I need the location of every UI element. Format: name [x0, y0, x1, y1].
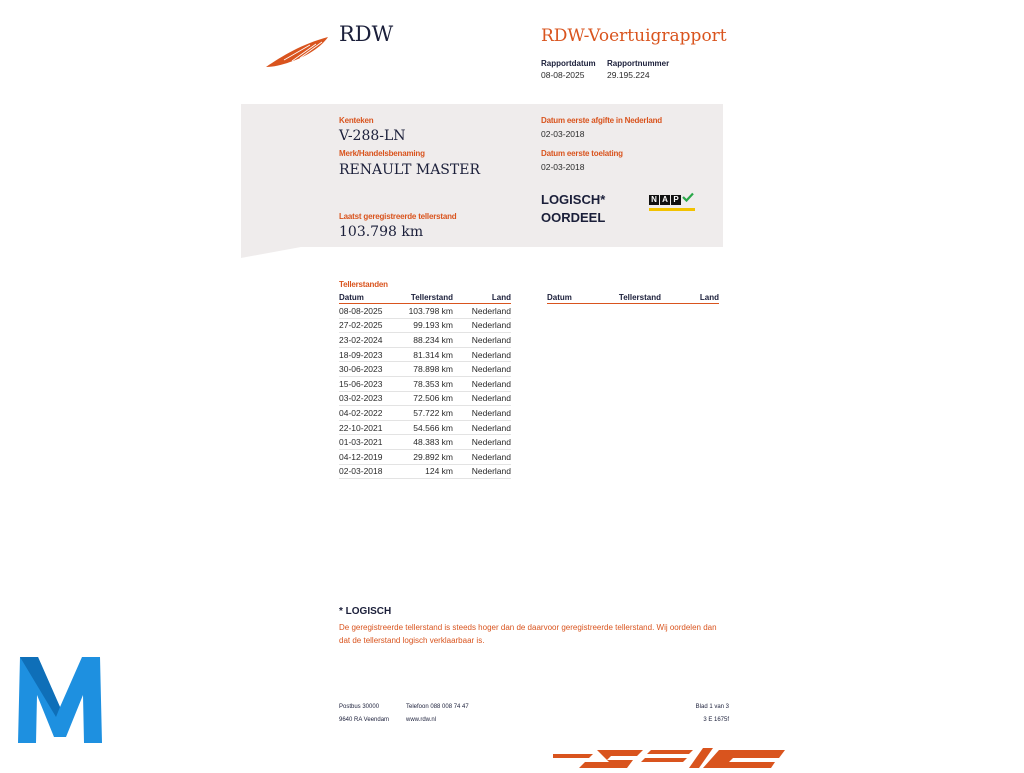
cell-country: Nederland: [453, 464, 511, 479]
org-name: RDW: [339, 22, 394, 46]
cell-country: Nederland: [453, 376, 511, 391]
verdict-line-2: OORDEEL: [541, 210, 606, 225]
plate-label: Kenteken: [339, 116, 374, 125]
rdw-feather-logo: [264, 34, 330, 70]
first-admission-date: 02-03-2018: [541, 162, 585, 172]
cell-country: Nederland: [453, 435, 511, 450]
cell-date: 04-12-2019: [339, 449, 397, 464]
cell-odometer: 72.506 km: [397, 391, 453, 406]
table-row: [339, 420, 511, 435]
table-row: [339, 406, 511, 421]
nap-logo: [649, 189, 697, 209]
report-date-label: Rapportdatum: [541, 59, 596, 68]
col-header-odometer: Tellerstand: [605, 292, 661, 304]
col-header-date: Datum: [339, 292, 397, 304]
table-row: [339, 362, 511, 377]
nap-underline: [649, 208, 695, 211]
cell-date: 02-03-2018: [339, 464, 397, 479]
cell-country: Nederland: [453, 304, 511, 319]
cell-odometer: 57.722 km: [397, 406, 453, 421]
col-header-country: Land: [453, 292, 511, 304]
verdict-line-1: LOGISCH*: [541, 192, 606, 207]
m-logo: [16, 655, 104, 745]
cell-country: Nederland: [453, 420, 511, 435]
table-row: [339, 333, 511, 348]
report-number: 29.195.224: [607, 70, 650, 80]
odometer-label: Laatst geregistreerde tellerstand: [339, 212, 457, 221]
report-date: 08-08-2025: [541, 70, 585, 80]
table-row: [339, 304, 511, 319]
nap-letter: N: [649, 195, 659, 205]
cell-odometer: 88.234 km: [397, 333, 453, 348]
footer-address-line-2: 9640 RA Veendam: [339, 717, 390, 723]
report-title: RDW-Voertuigrapport: [541, 26, 727, 46]
cell-date: 08-08-2025: [339, 304, 397, 319]
col-header-date: Datum: [547, 292, 605, 304]
table-row: [339, 376, 511, 391]
odometer-value: 103.798 km: [339, 224, 424, 240]
footer-page-number: Blad 1 van 3: [695, 704, 729, 710]
cell-country: Nederland: [453, 406, 511, 421]
cell-date: 15-06-2023: [339, 376, 397, 391]
footnote-text-line-2: dat de tellerstand logisch verklaarbaar is.: [339, 636, 485, 645]
cell-odometer: 103.798 km: [397, 304, 453, 319]
cell-country: Nederland: [453, 391, 511, 406]
plate-value: V-288-LN: [339, 128, 406, 144]
table-header-row: [339, 292, 511, 304]
cell-odometer: 54.566 km: [397, 420, 453, 435]
table-row: [339, 347, 511, 362]
make-label: Merk/Handelsbenaming: [339, 149, 425, 158]
report-number-label: Rapportnummer: [607, 59, 670, 68]
cell-country: Nederland: [453, 347, 511, 362]
odometer-table-title: Tellerstanden: [339, 280, 388, 289]
cell-country: Nederland: [453, 333, 511, 348]
odometer-table: [339, 292, 511, 479]
cell-date: 04-02-2022: [339, 406, 397, 421]
footnote-title: * LOGISCH: [339, 606, 392, 617]
first-nl-date: 02-03-2018: [541, 129, 585, 139]
cell-odometer: 78.353 km: [397, 376, 453, 391]
cell-odometer: 29.892 km: [397, 449, 453, 464]
table-row: [339, 464, 511, 479]
table-row: [339, 449, 511, 464]
cell-date: 30-06-2023: [339, 362, 397, 377]
odometer-table-second-column: [547, 292, 719, 304]
table-row: [339, 391, 511, 406]
cell-date: 03-02-2023: [339, 391, 397, 406]
footer-doc-code: 3 E 1675f: [703, 717, 729, 723]
footnote-text-line-1: De geregistreerde tellerstand is steeds hoger dan de daarvoor geregistreerde tellerstand. Wij oordelen dan: [339, 623, 717, 632]
cell-odometer: 124 km: [397, 464, 453, 479]
nap-letter: P: [671, 195, 681, 205]
cell-date: 18-09-2023: [339, 347, 397, 362]
decorative-stripes: [553, 746, 785, 768]
cell-country: Nederland: [453, 449, 511, 464]
first-nl-label: Datum eerste afgifte in Nederland: [541, 116, 662, 125]
cell-country: Nederland: [453, 362, 511, 377]
first-admission-label: Datum eerste toelating: [541, 149, 623, 158]
cell-odometer: 99.193 km: [397, 318, 453, 333]
footer-address-line-1: Postbus 30000: [339, 704, 380, 710]
cell-odometer: 81.314 km: [397, 347, 453, 362]
table-header-row: [547, 292, 719, 304]
vehicle-summary-panel: [241, 104, 723, 247]
cell-date: 01-03-2021: [339, 435, 397, 450]
table-row: [339, 318, 511, 333]
footer-website: www.rdw.nl: [406, 717, 437, 723]
cell-date: 22-10-2021: [339, 420, 397, 435]
col-header-country: Land: [661, 292, 719, 304]
nap-letter: A: [660, 195, 670, 205]
col-header-odometer: Tellerstand: [397, 292, 453, 304]
make-value: RENAULT MASTER: [339, 162, 480, 178]
cell-date: 27-02-2025: [339, 318, 397, 333]
cell-odometer: 78.898 km: [397, 362, 453, 377]
cell-date: 23-02-2024: [339, 333, 397, 348]
footer-phone: Telefoon 088 008 74 47: [406, 704, 469, 710]
cell-odometer: 48.383 km: [397, 435, 453, 450]
cell-country: Nederland: [453, 318, 511, 333]
table-row: [339, 435, 511, 450]
panel-tab-decoration: [241, 247, 301, 258]
check-icon: [682, 189, 694, 199]
